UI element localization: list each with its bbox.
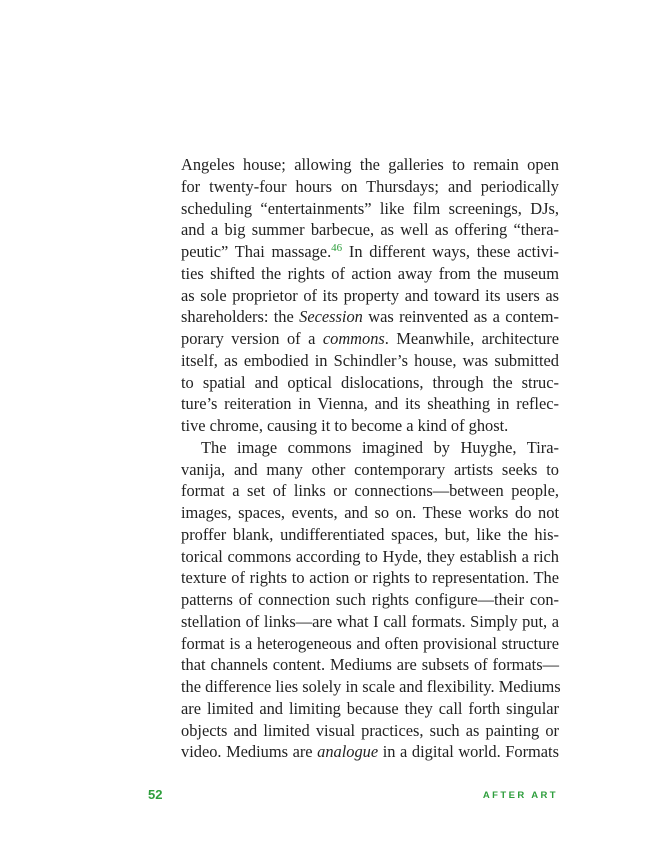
text-run: itself, as embodied in Schindler’s house, was submitted xyxy=(181,350,559,370)
text-run: as sole proprietor of its property and toward its users as xyxy=(181,285,559,305)
footnote-reference: 46 xyxy=(331,242,343,254)
text-run: in a digital world. Formats xyxy=(378,742,559,762)
text-run: format a set of links or connections—between people, xyxy=(181,481,559,501)
text-run: video. Mediums are xyxy=(181,742,318,762)
text-line xyxy=(181,328,559,350)
text-line xyxy=(181,415,559,437)
italic-text: commons xyxy=(322,329,385,348)
text-line xyxy=(181,546,559,568)
text-run: format is a heterogeneous and often provisional structure xyxy=(181,633,559,653)
italic-text: Secession xyxy=(299,307,363,327)
text-run: . Meanwhile, architecture xyxy=(384,329,559,348)
text-line xyxy=(181,720,559,742)
text-line xyxy=(181,524,559,546)
text-line xyxy=(181,241,559,263)
text-run: images, spaces, events, and so on. These works do not xyxy=(181,503,559,522)
text-run: objects and limited visual practices, such as painting or xyxy=(181,720,559,740)
text-line xyxy=(181,502,559,524)
text-run: ture’s reiteration in Vienna, and its sheathing in reflec- xyxy=(181,394,559,414)
text-run: shareholders: the xyxy=(181,307,300,327)
text-line xyxy=(181,459,559,481)
text-run: for twenty-four hours on Thursdays; and periodically xyxy=(181,176,559,196)
text-run: stellation of links—are what I call formats. Simply put, a xyxy=(181,611,559,631)
text-line xyxy=(181,437,559,459)
text-run: tive chrome, causing it to become a kind of ghost. xyxy=(181,416,509,435)
text-run: are limited and limiting because they call forth singular xyxy=(181,698,559,718)
text-line xyxy=(181,567,559,589)
text-run: peutic” Thai massage. xyxy=(181,242,332,261)
text-run: Angeles house; allowing the galleries to remain open xyxy=(181,155,559,174)
text-run: torical commons according to Hyde, they establish a rich xyxy=(181,546,559,566)
text-run: The image commons imagined by Huyghe, Tira- xyxy=(201,437,559,457)
italic-text: analogue xyxy=(317,742,379,762)
text-run: the difference lies solely in scale and flexibility. Mediums xyxy=(181,677,561,696)
text-run: ties shifted the rights of action away from the museum xyxy=(181,263,559,283)
text-line xyxy=(181,480,559,502)
text-line xyxy=(181,306,559,328)
text-line xyxy=(181,372,559,394)
text-line xyxy=(181,611,559,633)
running-head: AFTER ART xyxy=(482,790,558,801)
text-run: and a big summer barbecue, as well as offering “thera- xyxy=(181,220,559,240)
page-number: 52 xyxy=(148,787,163,802)
text-line xyxy=(181,219,559,241)
text-line xyxy=(181,285,559,307)
text-line xyxy=(181,154,559,176)
text-line xyxy=(181,198,559,220)
text-run: to spatial and optical dislocations, through the struc- xyxy=(181,372,559,392)
text-line xyxy=(181,350,559,372)
text-line xyxy=(181,741,559,763)
text-run: proffer blank, undifferentiated spaces, but, like the his- xyxy=(181,524,559,544)
text-line xyxy=(181,176,559,198)
text-line xyxy=(181,698,559,720)
text-run: In different ways, these activi- xyxy=(342,242,559,261)
text-run: vanija, and many other contemporary artists seeks to xyxy=(181,459,559,479)
text-run: texture of rights to action or rights to representation. The xyxy=(181,568,559,588)
text-run: that channels content. Mediums are subsets of formats— xyxy=(181,655,559,675)
body-text xyxy=(181,154,559,763)
text-run: scheduling “entertainments” like film screenings, DJs, xyxy=(181,198,559,218)
text-line xyxy=(181,654,559,676)
text-run: patterns of connection such rights configure—their con- xyxy=(181,590,559,609)
text-run: was reinvented as a contem- xyxy=(362,307,560,327)
text-line xyxy=(181,263,559,285)
text-line xyxy=(181,393,559,415)
text-line xyxy=(181,589,559,611)
text-run: porary version of a xyxy=(181,329,323,348)
text-line xyxy=(181,676,559,698)
text-line xyxy=(181,633,559,655)
